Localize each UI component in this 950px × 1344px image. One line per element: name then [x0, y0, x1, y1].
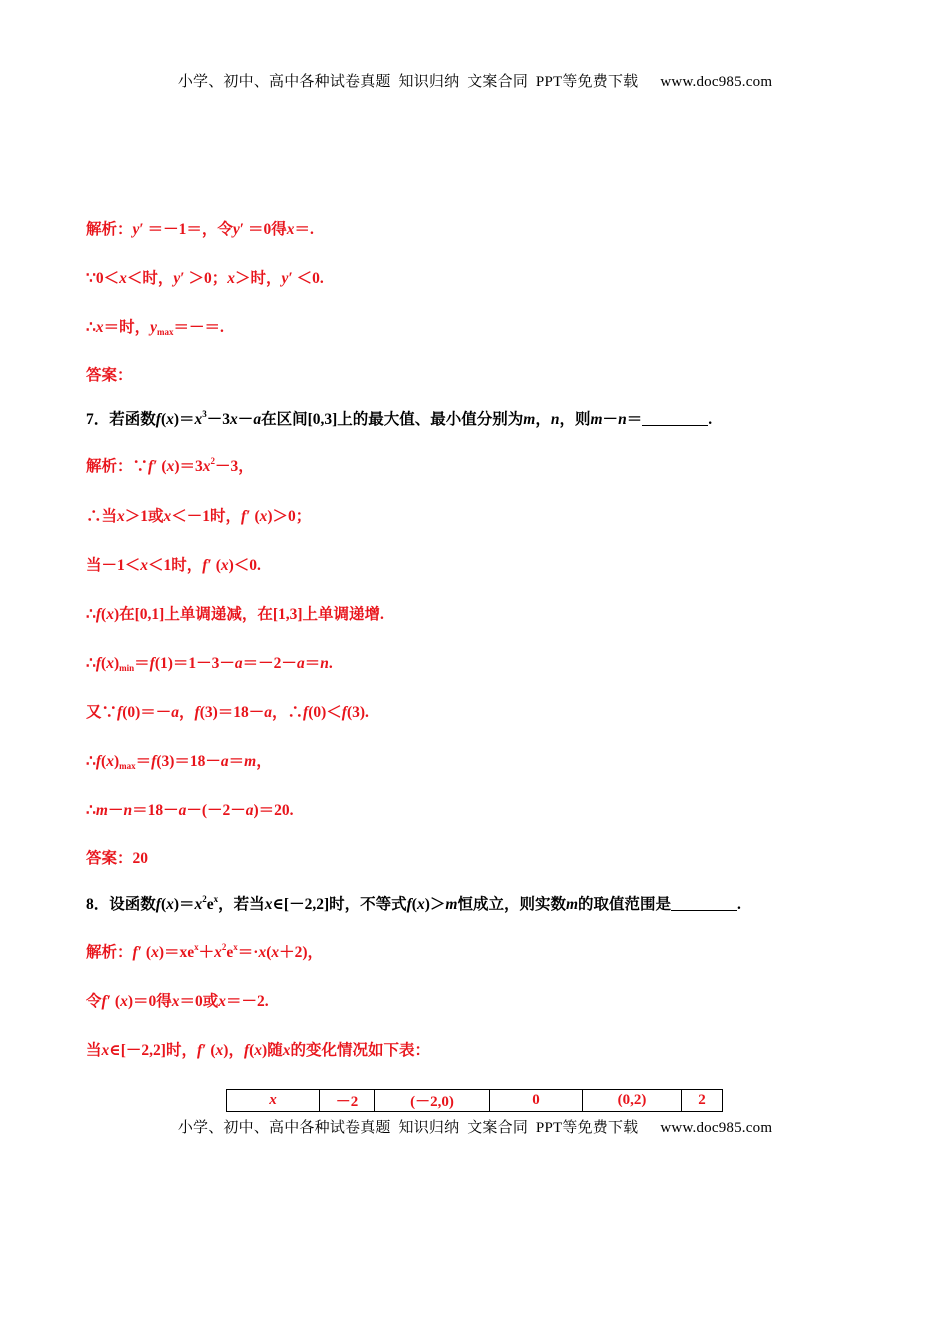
- table-cell: (－2,0): [375, 1090, 490, 1112]
- variation-table: [226, 1089, 723, 1112]
- footer-text: 小学、初中、高中各种试卷真题 知识归纳 文案合同 PPT等免费下载: [177, 1120, 639, 1136]
- question-8: 8．设函数$f(x)=x^2e^x$，若当x∈[－2,2]时，不等式f(x)＞m恒成立，则实数m的取值范围是 .: [86, 894, 741, 913]
- table-cell: x: [227, 1090, 320, 1112]
- answer-blank-7: [642, 411, 708, 426]
- solution6-answer: 答案：: [86, 367, 133, 384]
- solution7-answer: 答案：20: [86, 850, 149, 867]
- solution7-line2: ∴当x＞1或x＜－1时，f′ (x)＞0；: [86, 508, 312, 525]
- solution8-line1: 解析：f′ $(x)=xe^x+x^2e^x=\cdot x(x+2)$，: [86, 942, 324, 961]
- page-header: [0, 70, 950, 91]
- solution7-line6: 又∵f(0)＝－a，f(3)＝18－a，∴f(0)＜f(3).: [86, 704, 369, 721]
- table-cell: 2: [682, 1090, 723, 1112]
- solution7-line3: 当－1＜x＜1时，f′ (x)＜0.: [86, 557, 261, 574]
- table-cell: (0,2): [583, 1090, 682, 1112]
- solution8-line2: 令f′ (x)＝0得x＝0或x＝－2.: [86, 993, 269, 1010]
- solution6-line2: ∵0＜x＜时，y′ ＞0；x＞时，y′ ＜0.: [86, 270, 324, 287]
- table-cell: －2: [320, 1090, 375, 1112]
- solution7-line8: ∴m－n＝18－a－(－2－a)＝20.: [86, 802, 294, 819]
- question-7: 7．若函数$f(x)=x^3-3x-a$在区间[0,3]上的最大值、最小值分别为m，n，则m－n＝ .: [86, 409, 713, 428]
- footer-url: www.doc985.com: [660, 1120, 773, 1136]
- table-row: [227, 1090, 723, 1112]
- solution7-line4: ∴f(x)在[0,1]上单调递减，在[1,3]上单调递增.: [86, 606, 384, 623]
- table-cell: 0: [490, 1090, 583, 1112]
- header-text: 小学、初中、高中各种试卷真题 知识归纳 文案合同 PPT等免费下载: [177, 74, 639, 90]
- solution8-line3: 当x∈[－2,2]时，f′ (x)，f(x)随x的变化情况如下表：: [86, 1042, 430, 1059]
- solution7-line5: $\therefore f(x)_{min}=f(1)=1-3-a=-2-a=n$.: [86, 655, 333, 673]
- header-url: www.doc985.com: [660, 74, 773, 90]
- answer-blank-8: [671, 896, 737, 911]
- solution7-line1: 解析：∵f′ $(x)=3x^2-3$，: [86, 456, 254, 475]
- page-footer-header: [0, 1116, 950, 1137]
- solution7-line7: $\therefore f(x)_{max}=f(3)=18-a=m$，: [86, 753, 272, 771]
- solution6-line3: ∴x＝时，$y_{max}=-=$.: [86, 319, 224, 337]
- solution6-line1: 解析：y′ ＝－1＝，令y′ ＝0得x＝.: [86, 221, 314, 238]
